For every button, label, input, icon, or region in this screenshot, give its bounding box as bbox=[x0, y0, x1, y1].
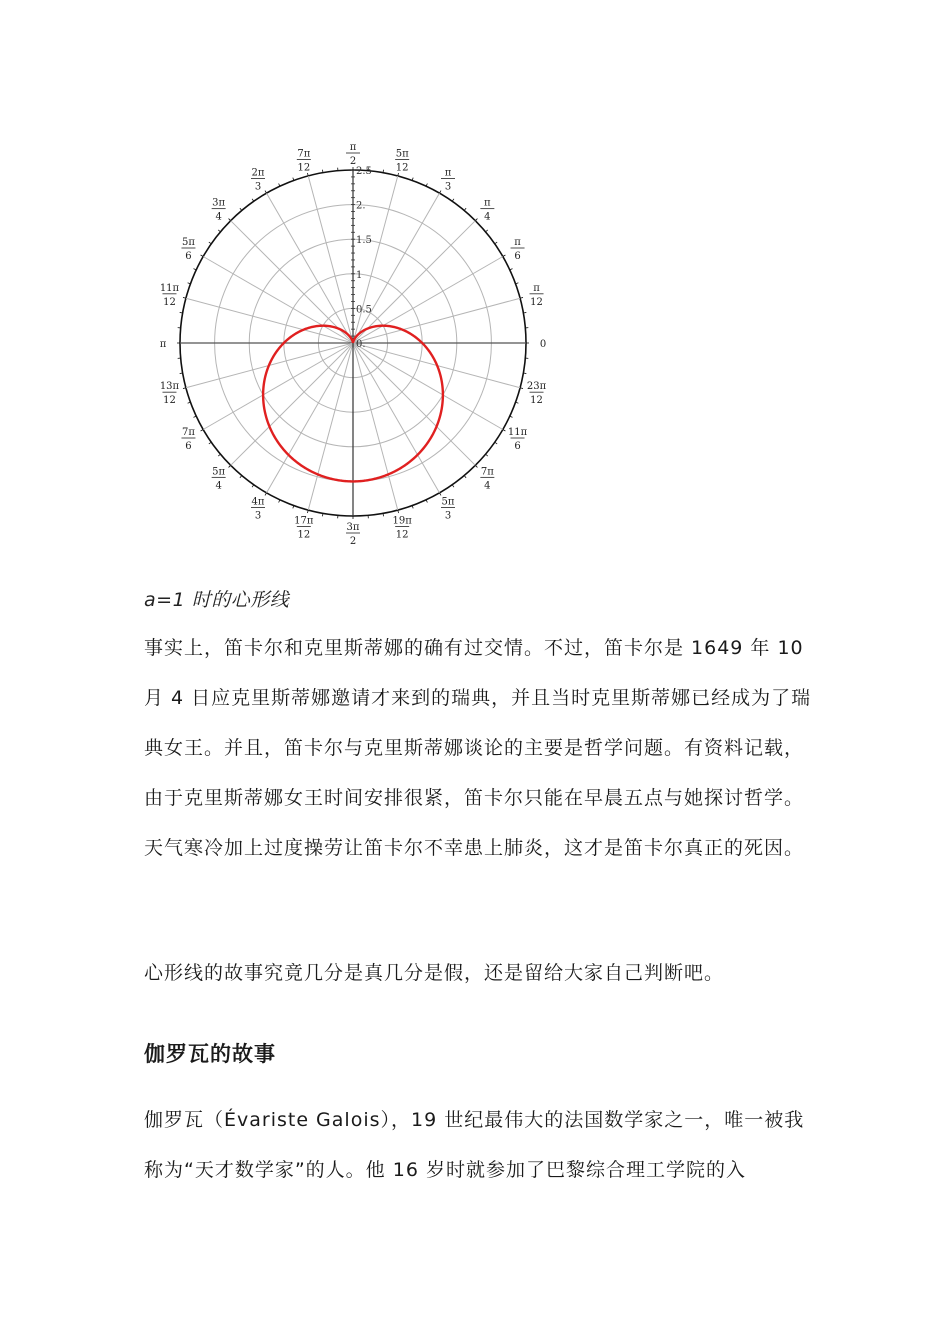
grid-spoke bbox=[203, 343, 353, 430]
angle-label bbox=[508, 427, 528, 452]
ring-tick bbox=[383, 513, 384, 516]
angle-label bbox=[441, 497, 455, 522]
angle-label-denominator: 12 bbox=[530, 296, 543, 308]
angle-label bbox=[530, 283, 544, 308]
angle-label bbox=[181, 237, 195, 262]
angle-label bbox=[297, 148, 311, 173]
angle-label bbox=[393, 516, 413, 541]
ring-tick bbox=[180, 373, 183, 374]
ring-tick bbox=[475, 219, 477, 221]
angle-label-denominator: 3 bbox=[444, 510, 452, 522]
grid-spoke bbox=[353, 343, 503, 430]
angle-label-numerator: 3π bbox=[346, 522, 360, 533]
angle-label-numerator: 13π bbox=[159, 381, 180, 393]
ring-tick bbox=[523, 373, 526, 374]
angle-label bbox=[480, 198, 494, 223]
angle-label bbox=[160, 283, 180, 308]
angle-label-numerator: 11π bbox=[507, 427, 528, 438]
angle-label bbox=[294, 516, 314, 541]
ring-tick bbox=[523, 312, 526, 313]
angle-label bbox=[251, 497, 265, 522]
ring-tick bbox=[322, 513, 323, 516]
ring-tick bbox=[218, 230, 220, 232]
angle-label-denominator: 6 bbox=[514, 441, 521, 452]
angle-label bbox=[527, 381, 547, 406]
angle-label bbox=[212, 466, 226, 491]
angle-label bbox=[160, 381, 180, 406]
angle-label bbox=[181, 427, 195, 452]
radial-tick-label: 0.5 bbox=[356, 304, 372, 316]
angle-label-numerator: 7π bbox=[181, 427, 195, 438]
radial-tick-label: 2. bbox=[356, 200, 366, 212]
body-paragraph-2: 心形线的故事究竟几分是真几分是假，还是留给大家自己判断吧。 bbox=[144, 962, 725, 984]
angle-label bbox=[480, 466, 494, 491]
grid-spoke bbox=[308, 343, 353, 510]
angle-label-numerator: 7π bbox=[297, 148, 311, 160]
angle-label-denominator: 6 bbox=[185, 441, 192, 452]
grid-spoke bbox=[353, 343, 475, 465]
angle-label bbox=[346, 522, 360, 547]
angle-label-numerator: 4π bbox=[251, 496, 265, 508]
angle-label-text: π bbox=[159, 339, 167, 350]
ring-tick bbox=[464, 476, 466, 478]
radial-tick-label: 1 bbox=[356, 269, 363, 281]
radial-tick-label: 1.5 bbox=[356, 235, 372, 247]
angle-label-numerator: π bbox=[349, 142, 357, 153]
ring-tick bbox=[180, 312, 183, 313]
grid-spoke bbox=[231, 221, 353, 343]
angle-label-denominator: 12 bbox=[297, 529, 311, 541]
section-heading: 伽罗瓦的故事 bbox=[144, 1042, 276, 1066]
angle-label-denominator: 6 bbox=[185, 251, 192, 262]
ring-tick bbox=[322, 170, 323, 173]
ring-tick bbox=[486, 230, 488, 232]
angle-label-denominator: 12 bbox=[530, 395, 543, 407]
grid-spoke bbox=[353, 343, 398, 510]
angle-label-numerator: 7π bbox=[480, 466, 494, 478]
angle-label-denominator: 6 bbox=[514, 251, 521, 262]
angle-label bbox=[212, 198, 226, 223]
angle-label-numerator: 17π bbox=[294, 515, 314, 527]
angle-label-numerator: π bbox=[444, 167, 452, 179]
body-paragraph-1: 事实上，笛卡尔和克里斯蒂娜的确有过交情。不过，笛卡尔是 1649 年 10 月 4 日应克里斯蒂娜邀请才来到的瑞典，并且当时克里斯蒂娜已经成为了瑞典女王。并且，笛卡尔与克里斯蒂娜谈论的主要是哲学问题。有资料记载，由于克里斯蒂娜女王时间安排很紧，笛卡尔只能在早晨五点与她探讨哲学。天气寒冷加上过度操劳让笛卡尔不幸患上肺炎，这才是笛卡尔真正的死因。 bbox=[144, 637, 812, 859]
angle-label-denominator: 4 bbox=[215, 211, 222, 223]
angle-label-numerator: π bbox=[484, 197, 491, 209]
angle-label-denominator: 12 bbox=[297, 162, 311, 174]
angle-label bbox=[346, 142, 360, 167]
angle-label-numerator: 5π bbox=[395, 148, 409, 160]
angle-label-numerator: 5π bbox=[441, 496, 455, 508]
angle-label-numerator: 23π bbox=[526, 381, 547, 393]
ring-tick bbox=[464, 208, 466, 210]
ring-tick bbox=[486, 454, 488, 456]
grid-spoke bbox=[353, 257, 503, 344]
section-paragraph: 伽罗瓦（Évariste Galois），19 世纪最伟大的法国数学家之一，唯一被我称为“天才数学家”的人。他 16 岁时就参加了巴黎综合理工学院的入 bbox=[144, 1109, 805, 1181]
angle-label-denominator: 12 bbox=[395, 162, 409, 174]
grid-spoke bbox=[186, 298, 353, 343]
radial-tick-label: 2.5 bbox=[356, 166, 372, 177]
grid-spoke bbox=[353, 193, 440, 343]
angle-label bbox=[511, 237, 525, 262]
ring-tick bbox=[229, 219, 231, 221]
angle-label-denominator: 12 bbox=[163, 296, 176, 308]
grid-spoke bbox=[353, 298, 520, 343]
angle-label-denominator: 3 bbox=[444, 181, 452, 193]
ring-tick bbox=[240, 476, 242, 478]
angle-label-denominator: 4 bbox=[215, 480, 222, 492]
angle-label bbox=[160, 339, 167, 350]
angle-label-numerator: 3π bbox=[212, 197, 226, 209]
grid-spoke bbox=[203, 257, 353, 344]
angle-label-numerator: π bbox=[514, 237, 521, 248]
angle-label-denominator: 4 bbox=[484, 211, 491, 223]
angle-label bbox=[251, 167, 265, 192]
radial-tick-label: 0. bbox=[356, 339, 366, 350]
angle-label bbox=[540, 339, 546, 350]
angle-label bbox=[441, 167, 455, 192]
angle-label-numerator: 19π bbox=[392, 515, 412, 527]
figure-caption: a=1 时的心形线 bbox=[144, 589, 290, 611]
angle-label-denominator: 3 bbox=[254, 181, 262, 193]
polar-cardioid-chart bbox=[140, 120, 570, 565]
angle-label-denominator: 3 bbox=[254, 510, 262, 522]
angle-label-denominator: 12 bbox=[163, 395, 176, 407]
angle-label-denominator: 2 bbox=[349, 156, 357, 167]
ring-tick bbox=[218, 454, 220, 456]
angle-label-denominator: 4 bbox=[484, 480, 491, 492]
ring-tick bbox=[240, 208, 242, 210]
ring-tick bbox=[383, 170, 384, 173]
grid-spoke bbox=[308, 176, 353, 343]
angle-label-numerator: 11π bbox=[159, 282, 180, 294]
angle-label-numerator: π bbox=[533, 282, 540, 294]
angle-label-text: 0 bbox=[539, 339, 547, 350]
angle-label bbox=[395, 148, 409, 173]
angle-label-numerator: 5π bbox=[181, 237, 195, 248]
ring-tick bbox=[475, 465, 477, 467]
angle-label-numerator: 2π bbox=[251, 167, 265, 179]
grid-spoke bbox=[231, 343, 353, 465]
angle-label-denominator: 2 bbox=[349, 536, 357, 547]
angle-label-numerator: 5π bbox=[212, 466, 226, 478]
ring-tick bbox=[229, 465, 231, 467]
angle-label-denominator: 12 bbox=[395, 529, 409, 541]
grid-spoke bbox=[267, 193, 354, 343]
